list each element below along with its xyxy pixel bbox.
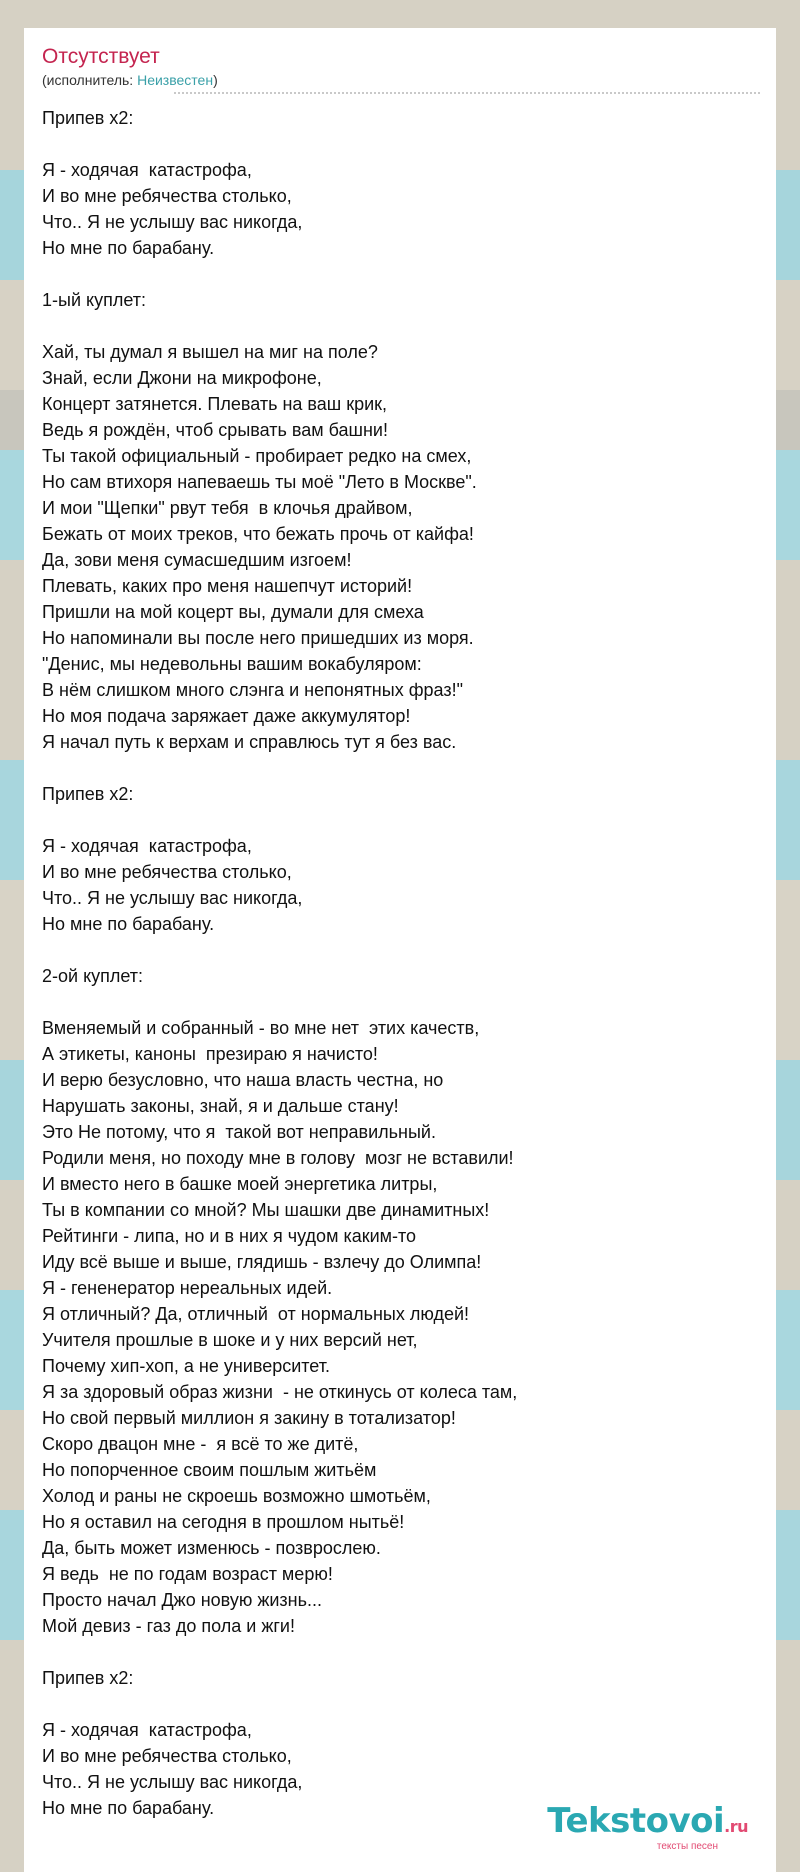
lyric-line: Но напоминали вы после него пришедших из моря. <box>42 628 474 648</box>
lyric-line: Да, зови меня сумасшедшим изгоем! <box>42 550 352 570</box>
lyric-line: Ты такой официальный - пробирает редко на смех, <box>42 446 472 466</box>
lyric-line: Я - ходячая катастрофа, <box>42 160 252 180</box>
lyric-line: Я за здоровый образ жизни - не откинусь от колеса там, <box>42 1382 518 1402</box>
lyric-line: И во мне ребячества столько, <box>42 186 292 206</box>
lyric-line: Знай, если Джони на микрофоне, <box>42 368 322 388</box>
logo-tagline: тексты песен <box>656 1841 718 1852</box>
lyric-line <box>42 1639 758 1665</box>
logo-wordmark <box>547 1803 748 1845</box>
tekstovoi-logo[interactable] <box>547 1803 748 1852</box>
lyric-line: Я ведь не по годам возраст мерю! <box>42 1564 333 1584</box>
lyric-line: Плевать, каких про меня нашепчут историй! <box>42 576 413 596</box>
lyric-line: Холод и раны не скроешь возможно шмотьём, <box>42 1486 431 1506</box>
lyric-line: Пришли на мой коцерт вы, думали для смеха <box>42 602 424 622</box>
lyric-line: Но мне по барабану. <box>42 238 215 258</box>
lyric-line: Я отличный? Да, отличный от нормальных людей! <box>42 1304 470 1324</box>
lyric-line: Припев х2: <box>42 108 134 128</box>
logo-tld: .ru <box>724 1817 748 1836</box>
lyric-line <box>42 755 758 781</box>
lyric-line: Родили меня, но походу мне в голову мозг не вставили! <box>42 1148 514 1168</box>
lyric-line: Что.. Я не услышу вас никогда, <box>42 888 303 908</box>
lyric-line: В нём слишком много слэнга и непонятных фраз!" <box>42 680 463 700</box>
lyric-line: И верю безусловно, что наша власть честна, но <box>42 1070 444 1090</box>
artist-suffix: ) <box>213 72 218 88</box>
lyric-line: Да, быть может изменюсь - позврослею. <box>42 1538 381 1558</box>
lyric-line: Что.. Я не услышу вас никогда, <box>42 1772 303 1792</box>
lyric-line: Концерт затянется. Плевать на ваш крик, <box>42 394 388 414</box>
artist-prefix: (исполнитель: <box>42 72 138 88</box>
lyric-line: Просто начал Джо новую жизнь... <box>42 1590 322 1610</box>
lyric-line: И во мне ребячества столько, <box>42 1746 292 1766</box>
song-title: Отсутствует <box>42 45 160 68</box>
lyric-line: 2-ой куплет: <box>42 966 144 986</box>
lyric-line: Ведь я рождён, чтоб срывать вам башни! <box>42 420 388 440</box>
lyric-line: Нарушать законы, знай, я и дальше стану! <box>42 1096 399 1116</box>
lyric-line: Мой девиз - газ до пола и жги! <box>42 1616 295 1636</box>
lyric-line: Хай, ты думал я вышел на миг на поле? <box>42 342 378 362</box>
lyric-line: Но мне по барабану. <box>42 1798 215 1818</box>
lyric-line: Иду всё выше и выше, глядишь - взлечу до Олимпа! <box>42 1252 482 1272</box>
lyric-line <box>42 313 758 339</box>
lyric-line: Но мне по барабану. <box>42 914 215 934</box>
lyric-line <box>42 989 758 1015</box>
artist-line <box>42 71 758 89</box>
lyric-line: И во мне ребячества столько, <box>42 862 292 882</box>
lyric-line: Припев х2: <box>42 784 134 804</box>
lyric-line <box>42 807 758 833</box>
lyric-line: Но попорченное своим пошлым житьём <box>42 1460 377 1480</box>
lyric-line: И вместо него в башке моей энергетика литры, <box>42 1174 438 1194</box>
lyric-line: Я начал путь к верхам и справлюсь тут я без вас. <box>42 732 457 752</box>
lyric-line: И мои "Щепки" рвут тебя в клочья драйвом, <box>42 498 413 518</box>
lyric-line: "Денис, мы недевольны вашим вокабуляром: <box>42 654 422 674</box>
lyric-line: Я - ходячая катастрофа, <box>42 1720 252 1740</box>
lyric-line <box>42 937 758 963</box>
lyric-line: Но сам втихоря напеваешь ты моё "Лето в Москве". <box>42 472 477 492</box>
lyric-line: Бежать от моих треков, что бежать прочь от кайфа! <box>42 524 474 544</box>
lyric-line <box>42 1691 758 1717</box>
lyrics-text <box>42 105 758 1821</box>
lyric-line: Но моя подача заряжает даже аккумулятор! <box>42 706 411 726</box>
lyric-line: Что.. Я не услышу вас никогда, <box>42 212 303 232</box>
lyric-line: 1-ый куплет: <box>42 290 146 310</box>
lyric-line: Но я оставил на сегодня в прошлом нытьё! <box>42 1512 405 1532</box>
lyric-line: Я - ходячая катастрофа, <box>42 836 252 856</box>
lyric-line: Почему хип-хоп, а не университет. <box>42 1356 330 1376</box>
lyric-line: Это Не потому, что я такой вот неправильный. <box>42 1122 436 1142</box>
lyric-line <box>42 261 758 287</box>
header-divider <box>174 92 760 94</box>
lyric-line: А этикеты, каноны презираю я начисто! <box>42 1044 378 1064</box>
lyric-line: Скоро двацон мне - я всё то же дитё, <box>42 1434 359 1454</box>
lyric-line: Ты в компании со мной? Мы шашки две динамитных! <box>42 1200 490 1220</box>
lyric-line: Припев х2: <box>42 1668 134 1688</box>
logo-name: Tekstovoi <box>547 1801 725 1841</box>
lyrics-page <box>24 28 776 1872</box>
artist-link[interactable]: Неизвестен <box>137 72 214 88</box>
lyric-line <box>42 131 758 157</box>
song-header <box>42 44 758 108</box>
lyric-line: Но свой первый миллион я закину в тотализатор! <box>42 1408 456 1428</box>
lyric-line: Я - гененератор нереальных идей. <box>42 1278 333 1298</box>
lyric-line: Рейтинги - липа, но и в них я чудом каким-то <box>42 1226 417 1246</box>
lyric-line: Вменяемый и собранный - во мне нет этих качеств, <box>42 1018 480 1038</box>
lyric-line: Учителя прошлые в шоке и у них версий нет, <box>42 1330 418 1350</box>
